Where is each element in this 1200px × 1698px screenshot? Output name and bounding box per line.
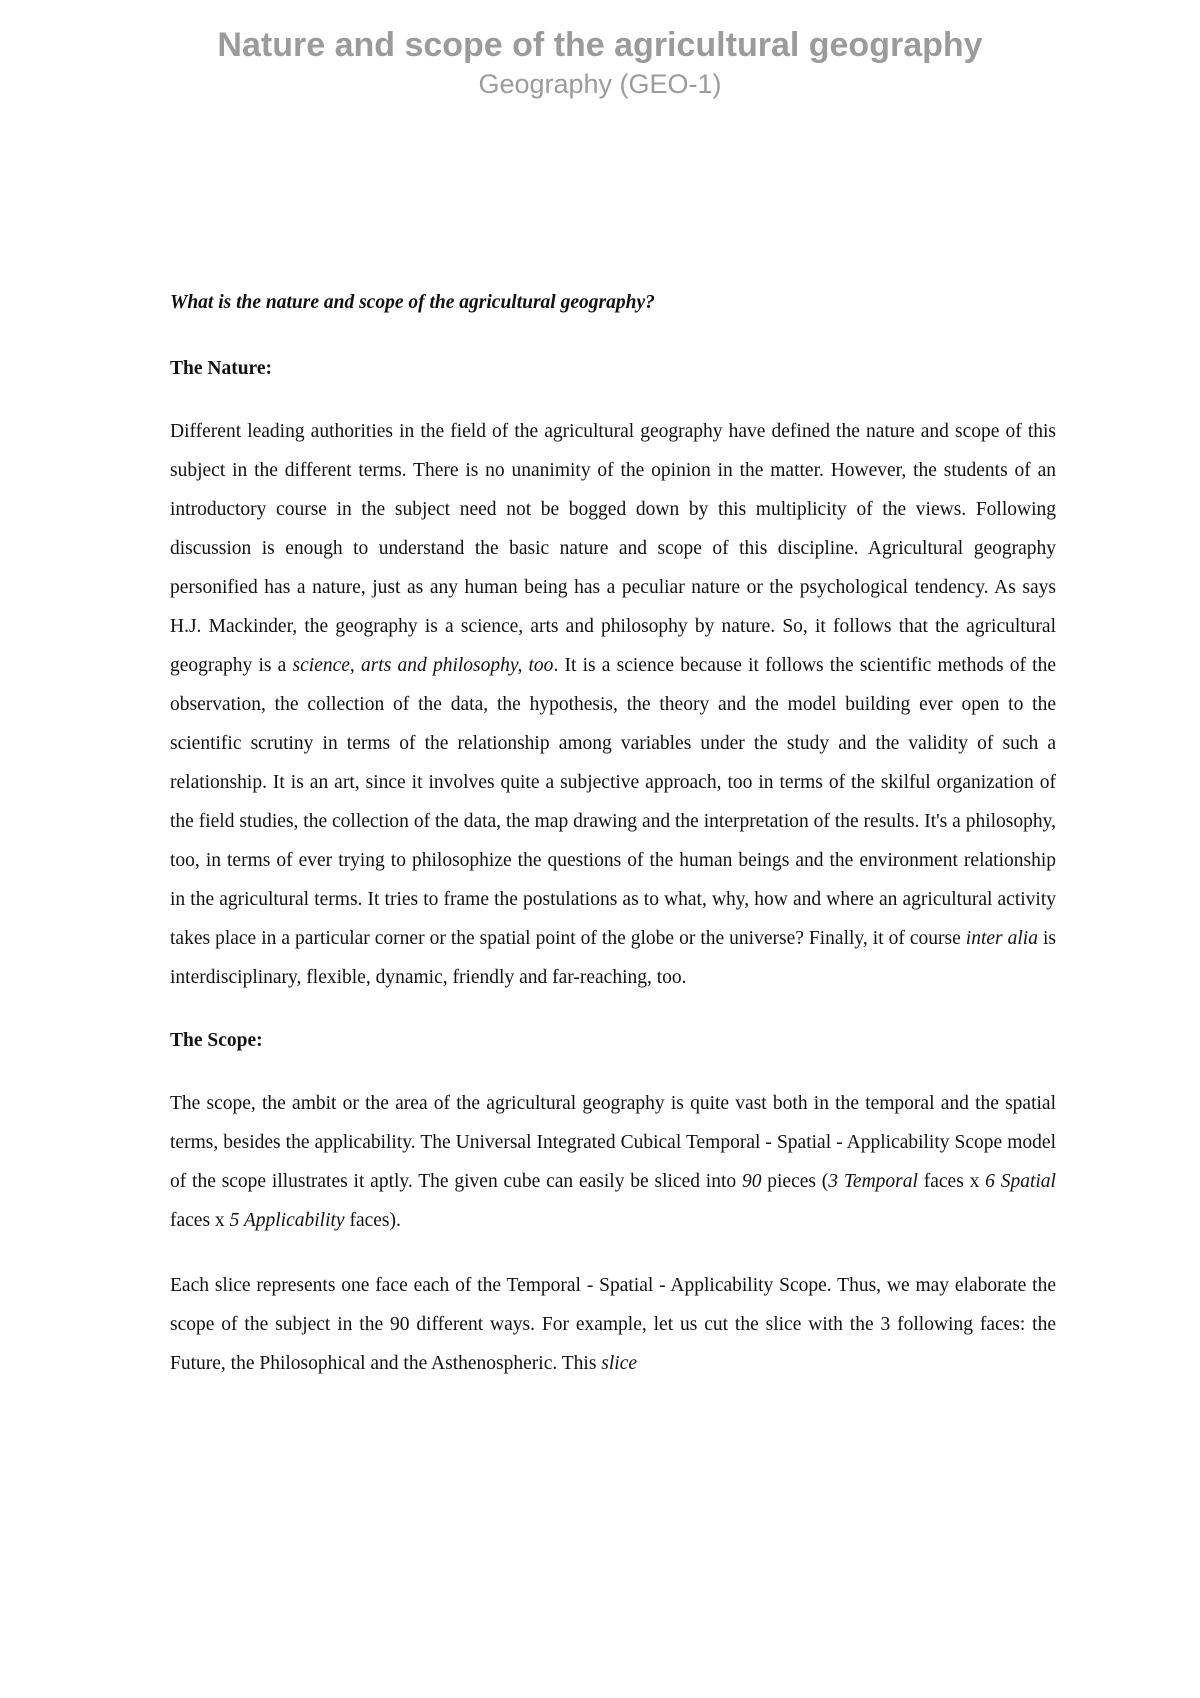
document-body [170, 283, 1056, 1383]
italic-run: 5 Applicability [229, 1210, 345, 1231]
italic-run: slice [601, 1353, 638, 1374]
italic-run: 6 Spatial [985, 1171, 1056, 1192]
question-heading: What is the nature and scope of the agricultural geography? [170, 292, 655, 313]
text-run: is interdisciplinary, flexible, dynamic, friendly and far-reaching, too. [170, 928, 1056, 988]
document-header [0, 24, 1200, 102]
text-run: Each slice represents one face each of the Temporal - Spatial - Applicability Scope. Thus, we may elaborate the scope of the subject in the 90 different ways. For example, let us cut the slice with the 3 following faces: the Future, the Philosophical and the Asthenospheric. This [170, 1275, 1056, 1374]
text-run: . It is a science because it follows the scientific methods of the observation, the collection of the data, the hypothesis, the theory and the model building ever open to the scientific scrutiny in terms of the relationship among variables under the study and the validity of such a relationship. It is an art, since it involves quite a subjective approach, too in terms of the skilful organization of the field studies, the collection of the data, the map drawing and the interpretation of the results. It's a philosophy, too, in terms of ever trying to philosophize the questions of the human beings and the environment relationship in the agricultural terms. It tries to frame the postulations as to what, why, how and where an agricultural activity takes place in a particular corner or the spatial point of the globe or the universe? Finally, it of course [170, 655, 1056, 949]
scope-paragraph-2 [170, 1266, 1056, 1383]
italic-run: inter alia [965, 928, 1038, 949]
section-heading-nature: The Nature: [170, 358, 273, 379]
section-heading-scope: The Scope: [170, 1030, 263, 1051]
italic-run: 3 Temporal [828, 1171, 918, 1192]
text-run: pieces ( [761, 1171, 829, 1192]
italic-run: science, arts and philosophy, too [292, 655, 554, 676]
text-run: faces x [917, 1171, 986, 1192]
text-run: faces x [170, 1210, 230, 1231]
italic-run: 90 [741, 1171, 762, 1192]
scope-paragraph-1 [170, 1084, 1056, 1240]
nature-paragraph [170, 412, 1056, 997]
document-subtitle: Geography (GEO-1) [478, 69, 722, 99]
document-title: Nature and scope of the agricultural geography [217, 26, 983, 64]
text-run: faces). [344, 1210, 401, 1231]
text-run: Different leading authorities in the field of the agricultural geography have defined the nature and scope of this subject in the different terms. There is no unanimity of the opinion in the matter. However, the students of an introductory course in the subject need not be bogged down by this multiplicity of the views. Following discussion is enough to understand the basic nature and scope of this discipline. Agricultural geography personified has a nature, just as any human being has a peculiar nature or the psychological tendency. As says H.J. Mackinder, the geography is a science, arts and philosophy by nature. So, it follows that the agricultural geography is a [170, 421, 1056, 676]
text-run: The scope, the ambit or the area of the agricultural geography is quite vast both in the temporal and the spatial terms, besides the applicability. The Universal Integrated Cubical Temporal - Spatial - Applicability Scope model of the scope illustrates it aptly. The given cube can easily be sliced into [170, 1093, 1056, 1192]
